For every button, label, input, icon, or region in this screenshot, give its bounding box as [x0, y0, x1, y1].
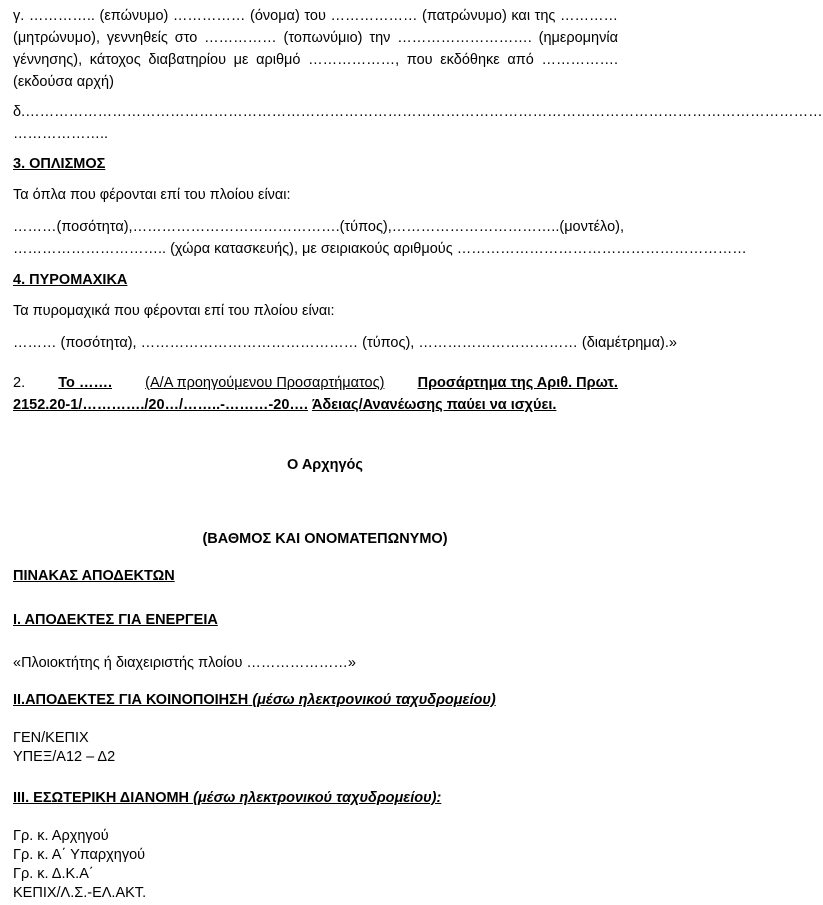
info-recipient-item: ΓΕΝ/ΚΕΠΙΧ: [13, 730, 89, 746]
word: …………..: [28, 8, 95, 24]
word: εκδόθηκε: [440, 52, 500, 68]
internal-distribution-heading: [13, 788, 618, 808]
item-2-number: 2.: [13, 375, 26, 391]
recipients-heading: ΠΙΝΑΚΑΣ ΑΠΟΔΕΚΤΩΝ: [13, 568, 175, 584]
word: κάτοχος: [89, 52, 141, 68]
section-3-intro: Τα όπλα που φέρονται επί του πλοίου είναι:: [13, 187, 291, 203]
word: ……………: [172, 8, 246, 24]
word: (επώνυμο): [99, 8, 169, 24]
word: ……………: [204, 30, 277, 46]
word: γέννησης),: [13, 52, 83, 68]
paragraph-g-line-4: (εκδούσα αρχή): [13, 74, 114, 90]
paragraph-d-line-2: ………………..: [13, 126, 109, 142]
word: (μοντέλο),: [559, 219, 625, 235]
item-2-protocol-number: 2152.20-1/…………./20…/……..-………-20….: [13, 397, 308, 413]
word: ……………………………..: [391, 219, 560, 235]
section-3-heading: 3. ΟΠΛΙΣΜΟΣ: [13, 156, 106, 172]
word: και: [511, 8, 531, 24]
signature-title: Ο Αρχηγός: [287, 457, 363, 473]
section-4-heading: 4. ΠΥΡΟΜΑΧΙΚΑ: [13, 272, 128, 288]
word: ………………,: [308, 52, 400, 68]
paragraph-g-line-3: [13, 50, 618, 70]
paragraph-g-line-2: [13, 28, 618, 48]
section-4-intro: Τα πυρομαχικά που φέρονται επί του πλοίου είναι:: [13, 303, 335, 319]
word: ………………: [330, 8, 418, 24]
item-2-bold-start: Το …….: [58, 375, 112, 391]
word: που: [406, 52, 433, 68]
word: γ.: [13, 8, 25, 24]
word: ……………………….: [397, 30, 532, 46]
item-2-line-2: [13, 395, 618, 415]
item-2-line-1: [13, 373, 618, 393]
word: γεννηθείς: [106, 30, 168, 46]
signature-name-placeholder: (ΒΑΘΜΟΣ ΚΑΙ ΟΝΟΜΑΤΕΠΩΝΥΜΟ): [202, 531, 448, 547]
item-2-bold-end: Προσάρτημα της Αριθ. Πρωτ.: [417, 375, 618, 391]
section-3-line-2: ………………………….. (χώρα κατασκευής), με σειριακούς αριθμούς ……………………………………………………: [13, 241, 747, 257]
word: (τοπωνύμιο): [283, 30, 363, 46]
word: …………: [559, 8, 618, 24]
word: της: [534, 8, 556, 24]
info-recipients-heading: [13, 690, 618, 710]
paragraph-d-line-1: δ.…………………………………………………………………………………………………………………………………………………: [13, 104, 823, 120]
info-heading-suffix: (μέσω ηλεκτρονικού ταχυδρομείου): [252, 692, 496, 708]
word: του: [304, 8, 326, 24]
paragraph-g-line-1: [13, 6, 618, 26]
info-heading-text: ΙΙ.ΑΠΟΔΕΚΤΕΣ ΓΙΑ ΚΟΙΝΟΠΟΙΗΣΗ: [13, 692, 249, 708]
word: την: [369, 30, 391, 46]
word: …………….: [541, 52, 618, 68]
internal-recipient-item: Γρ. κ. Δ.Κ.Α΄: [13, 866, 94, 882]
info-recipient-item: ΥΠΕΞ/Α12 – Δ2: [13, 749, 116, 765]
internal-recipient-item: ΚΕΠΙΧ/Λ.Σ.-ΕΛ.ΑΚΤ.: [13, 885, 147, 901]
word: (μητρώνυμο),: [13, 30, 100, 46]
word: με: [233, 52, 249, 68]
internal-heading-suffix: (μέσω ηλεκτρονικού ταχυδρομείου):: [193, 790, 442, 806]
item-2-normal: (Α/Α προηγούμενου Προσαρτήματος): [145, 375, 385, 391]
word: (πατρώνυμο): [422, 8, 507, 24]
word: διαβατηρίου: [148, 52, 227, 68]
word: αριθμό: [256, 52, 301, 68]
word: (ημερομηνία: [538, 30, 618, 46]
section-4-line-1: ……… (ποσότητα), ……………………………………… (τύπος), …………………………… (διαμέτρημα).»: [13, 335, 677, 351]
section-3-line-1: [13, 217, 625, 237]
internal-heading-text: ΙΙΙ. ΕΣΩΤΕΡΙΚΗ ΔΙΑΝΟΜΗ: [13, 790, 190, 806]
item-2-status: Άδειας/Ανανέωσης παύει να ισχύει.: [311, 397, 557, 413]
action-recipient-item: «Πλοιοκτήτης ή διαχειριστής πλοίου …………………»: [13, 655, 356, 671]
word: από: [507, 52, 534, 68]
word: ………: [13, 219, 57, 235]
action-recipients-heading: Ι. ΑΠΟΔΕΚΤΕΣ ΓΙΑ ΕΝΕΡΓΕΙΑ: [13, 612, 218, 628]
internal-recipient-item: Γρ. κ. Α΄ Υπαρχηγού: [13, 847, 146, 863]
internal-recipient-item: Γρ. κ. Αρχηγού: [13, 828, 109, 844]
word: (όνομα): [250, 8, 300, 24]
word: …………………………………….: [132, 219, 340, 235]
word: στο: [174, 30, 198, 46]
word: (τύπος),: [339, 219, 392, 235]
word: (ποσότητα),: [56, 219, 133, 235]
